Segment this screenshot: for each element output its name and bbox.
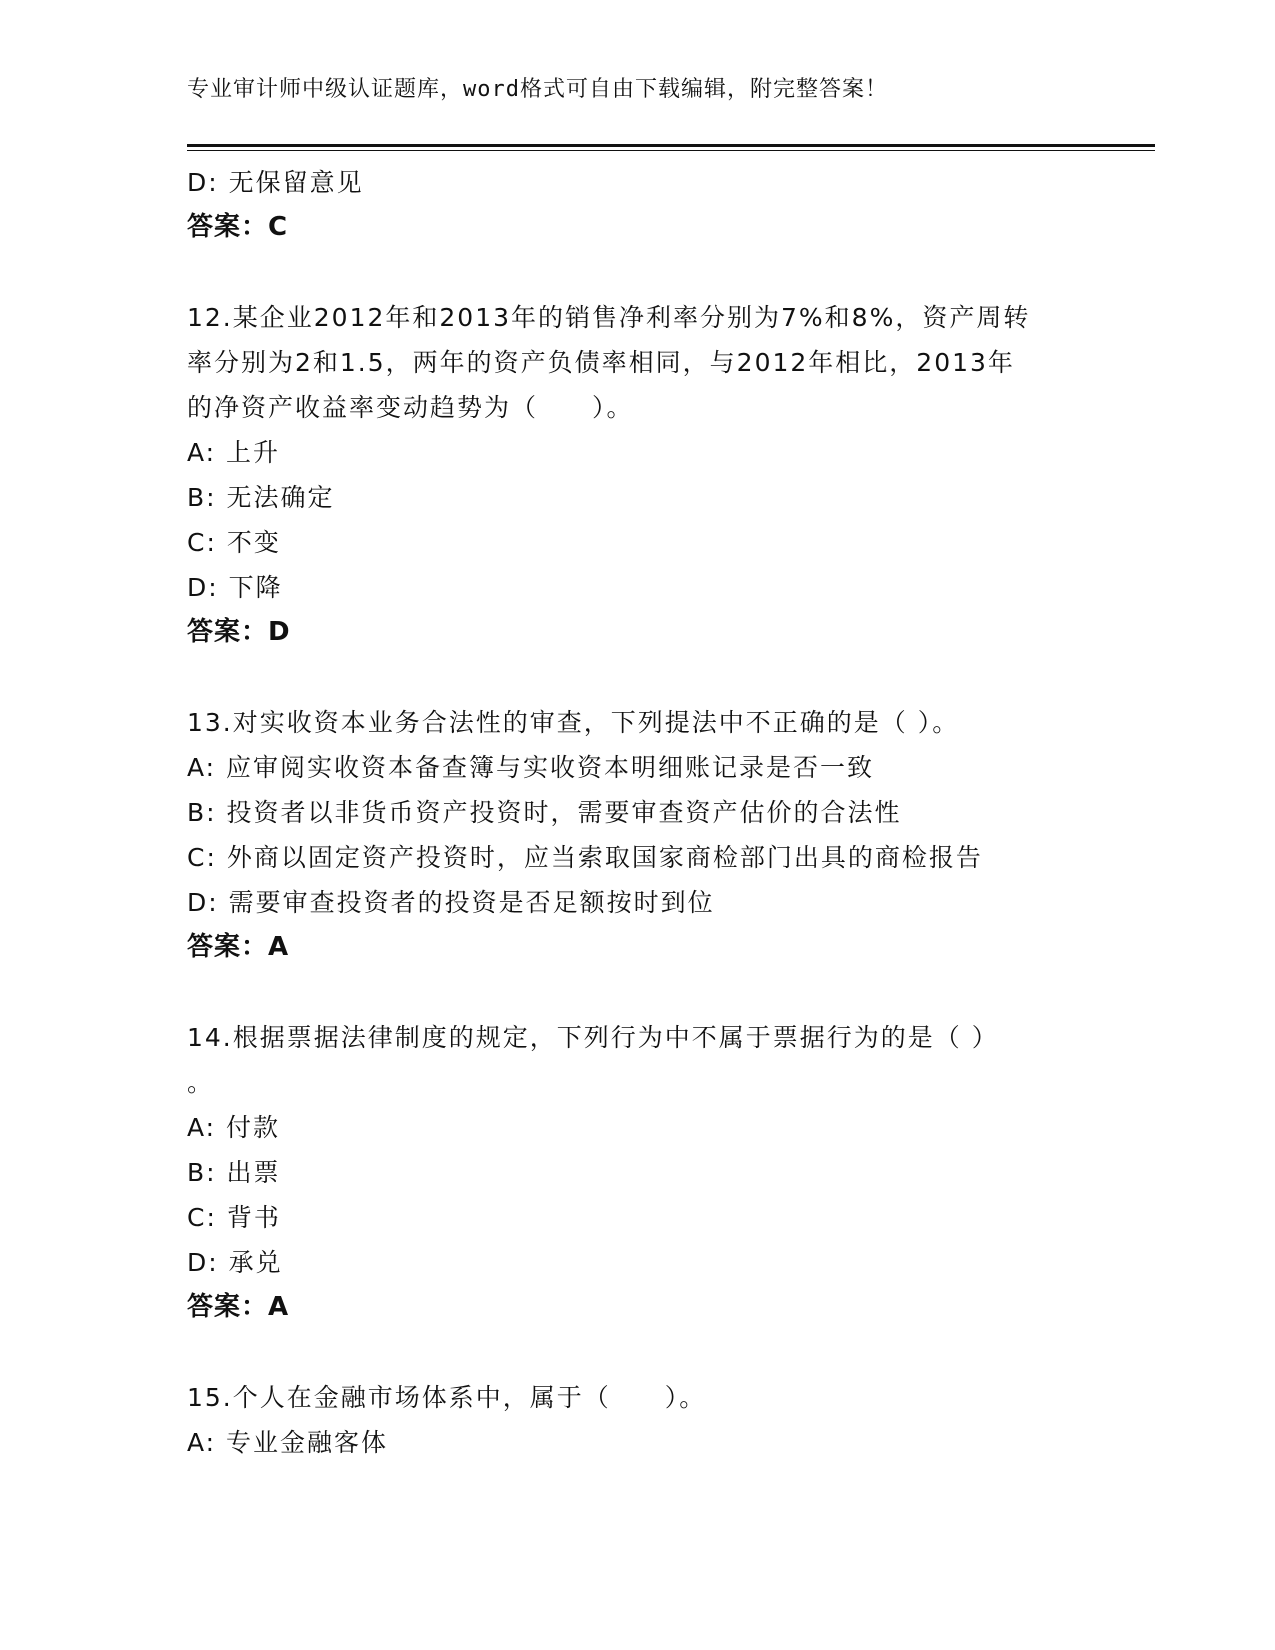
question-13 bbox=[187, 700, 1107, 970]
question-14-answer: 答案：A bbox=[187, 1292, 290, 1322]
question-14-option-c: C: 背书 bbox=[187, 1203, 281, 1232]
question-12-option-b: B: 无法确定 bbox=[187, 483, 335, 512]
question-13-option-b: B: 投资者以非货币资产投资时，需要审查资产估价的合法性 bbox=[187, 798, 902, 827]
question-13-option-a: A: 应审阅实收资本备查簿与实收资本明细账记录是否一致 bbox=[187, 753, 875, 782]
question-14-stem-line-1: 14.根据票据法律制度的规定，下列行为中不属于票据行为的是（ ） bbox=[187, 1023, 999, 1052]
question-14-option-b: B: 出票 bbox=[187, 1158, 281, 1187]
question-13-stem-line-1: 13.对实收资本业务合法性的审查，下列提法中不正确的是（ ）。 bbox=[187, 708, 960, 737]
question-12-stem-line-3: 的净资产收益率变动趋势为（ ）。 bbox=[187, 393, 634, 422]
question-14-option-d: D: 承兑 bbox=[187, 1248, 283, 1277]
page-header: 专业审计师中级认证题库，word格式可自由下载编辑，附完整答案！ bbox=[187, 77, 888, 102]
question-14-stem-line-2: 。 bbox=[187, 1068, 215, 1097]
prev-option-d: D: 无保留意见 bbox=[187, 168, 364, 197]
question-13-option-c: C: 外商以固定资产投资时，应当索取国家商检部门出具的商检报告 bbox=[187, 843, 983, 872]
question-12-stem-line-2: 率分别为2和1.5，两年的资产负债率相同，与2012年相比，2013年 bbox=[187, 348, 1015, 377]
question-13-option-d: D: 需要审查投资者的投资是否足额按时到位 bbox=[187, 888, 715, 917]
header-rule-thick bbox=[187, 144, 1155, 147]
question-14 bbox=[187, 1015, 1107, 1330]
prev-answer: 答案：C bbox=[187, 212, 289, 242]
question-15-stem-line-1: 15.个人在金融市场体系中，属于（ ）。 bbox=[187, 1383, 707, 1412]
question-12-stem-line-1: 12.某企业2012年和2013年的销售净利率分别为7%和8%，资产周转 bbox=[187, 303, 1031, 332]
question-12-option-c: C: 不变 bbox=[187, 528, 281, 557]
header-rule-thin bbox=[187, 150, 1155, 151]
question-12-option-d: D: 下降 bbox=[187, 573, 283, 602]
question-15 bbox=[187, 1375, 1107, 1465]
question-12-answer: 答案：D bbox=[187, 617, 291, 647]
question-15-option-a: A: 专业金融客体 bbox=[187, 1428, 389, 1457]
question-13-answer: 答案：A bbox=[187, 932, 290, 962]
question-content bbox=[187, 160, 1107, 1465]
question-14-option-a: A: 付款 bbox=[187, 1113, 281, 1142]
question-12 bbox=[187, 295, 1107, 655]
question-12-option-a: A: 上升 bbox=[187, 438, 281, 467]
